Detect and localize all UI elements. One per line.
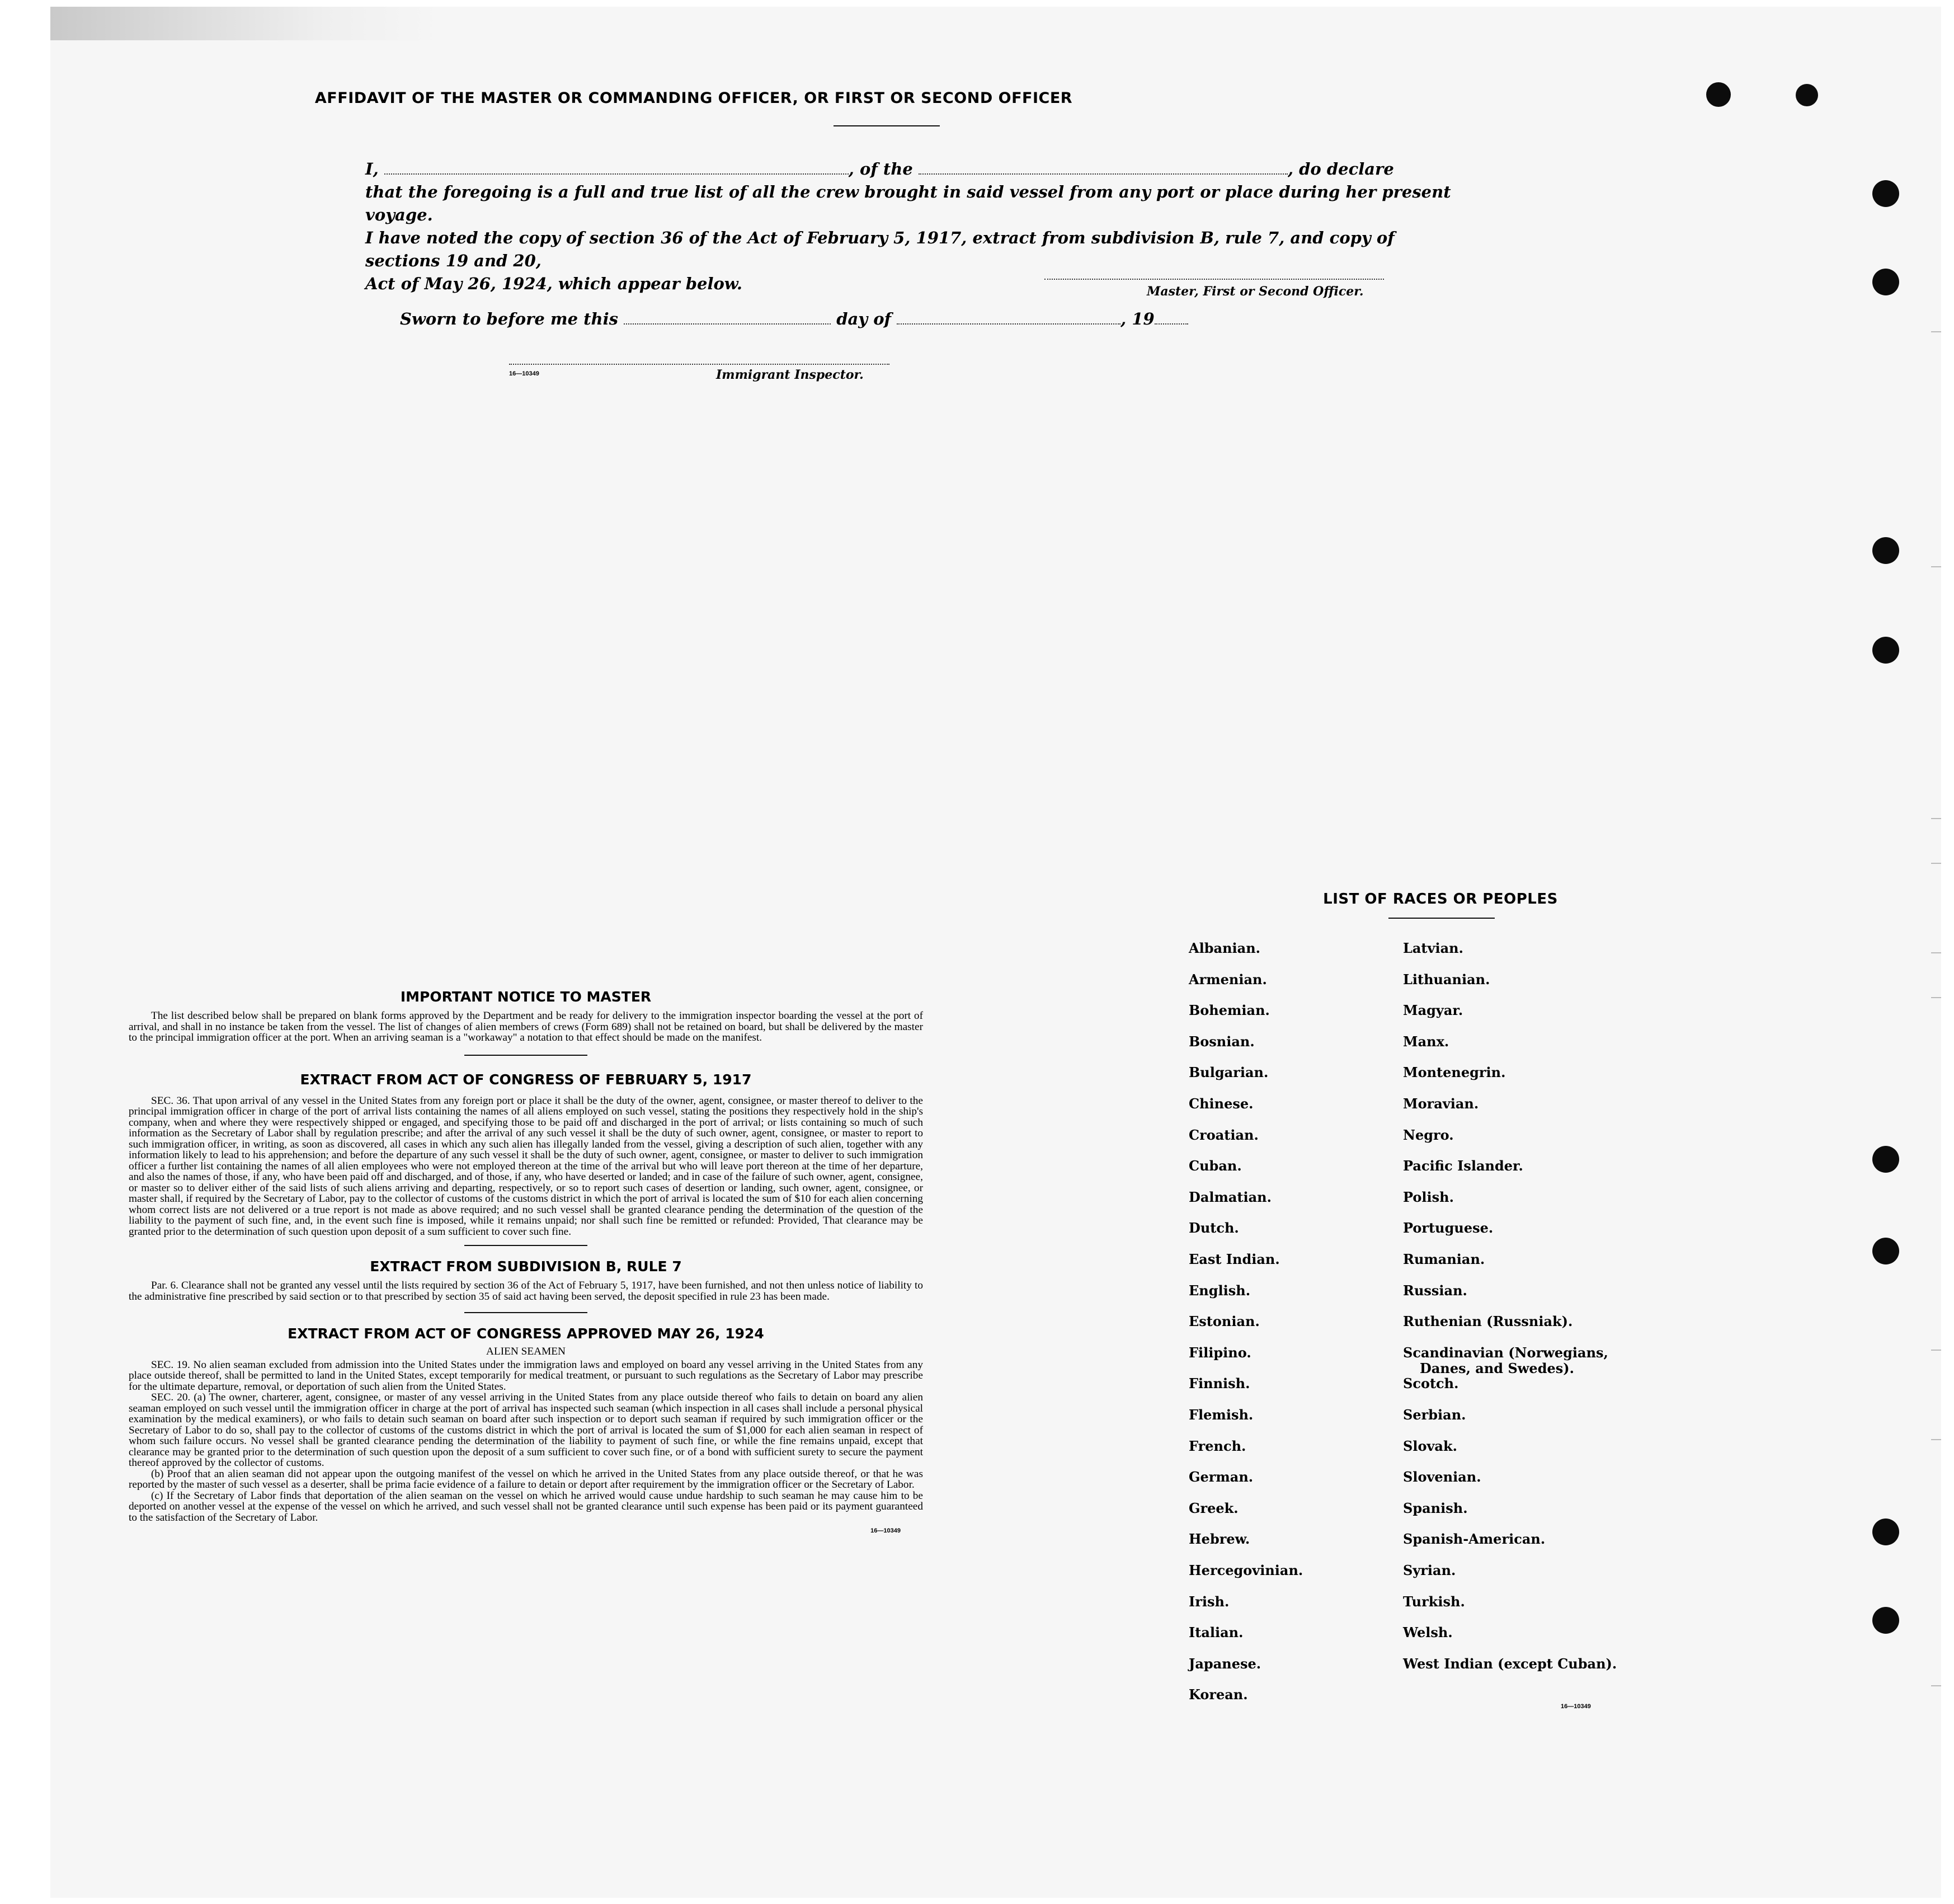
race-item: Korean. — [1189, 1686, 1248, 1703]
day-of-label: day of — [836, 309, 892, 328]
punch-hole — [1872, 1146, 1899, 1173]
year-label: , 19 — [1120, 309, 1155, 328]
sec19-body: SEC. 19. No alien seaman excluded from admission into the United States under the immigration laws and employed on board any vessel arriving in the United States from any place outside thereof, shall be permitted to land in the United States, except temporarily for medical treatment, or pursuant to such regulations as the Secretary of Labor may prescribe for the ultimate departure, removal, or deportation of such alien from the United States. — [129, 1358, 923, 1393]
affidavit-line-1 — [365, 158, 1473, 181]
of-the-label: , of the — [848, 159, 913, 178]
race-item: Japanese. — [1189, 1655, 1261, 1672]
document-page — [50, 7, 1941, 1898]
race-item: Slovenian. — [1403, 1469, 1481, 1485]
edge-mark — [1931, 331, 1941, 332]
race-item: Lithuanian. — [1403, 971, 1490, 988]
punch-hole — [1872, 269, 1899, 295]
edge-mark — [1931, 1350, 1941, 1351]
race-item: Hercegovinian. — [1189, 1562, 1303, 1578]
race-item: Scandinavian (Norwegians, — [1403, 1344, 1608, 1361]
race-item: Filipino. — [1189, 1344, 1251, 1361]
punch-hole — [1872, 637, 1899, 664]
race-item: Montenegrin. — [1403, 1064, 1506, 1081]
race-item: Armenian. — [1189, 971, 1267, 988]
edge-mark — [1931, 818, 1941, 819]
sworn-year-blank[interactable] — [1155, 323, 1188, 325]
punch-hole — [1796, 84, 1818, 106]
edge-mark — [1931, 952, 1941, 953]
race-item: Rumanian. — [1403, 1251, 1485, 1267]
sworn-line — [400, 308, 1239, 331]
race-item: Portuguese. — [1403, 1220, 1494, 1237]
sworn-label: Sworn to before me this — [400, 309, 618, 328]
race-item: Danes, and Swedes). — [1420, 1360, 1574, 1376]
race-item: Manx. — [1403, 1033, 1449, 1050]
notice-divider — [464, 1055, 587, 1056]
race-item: Ruthenian (Russniak). — [1403, 1313, 1573, 1330]
race-item: Bohemian. — [1189, 1002, 1270, 1019]
race-item: Russian. — [1403, 1282, 1467, 1299]
rule7-divider — [464, 1312, 587, 1313]
races-form-code: 16—10349 — [1561, 1703, 1591, 1710]
edge-mark — [1931, 863, 1941, 864]
race-item: Croatian. — [1189, 1126, 1259, 1143]
race-item: Finnish. — [1189, 1375, 1250, 1392]
race-item: Syrian. — [1403, 1562, 1456, 1578]
race-item: Latvian. — [1403, 940, 1463, 956]
affidavit-title: AFFIDAVIT OF THE MASTER OR COMMANDING OFFICER, OR FIRST OR SECOND OFFICER — [314, 90, 1073, 107]
punch-hole — [1872, 1238, 1899, 1264]
alien-seamen-subtitle: ALIEN SEAMEN — [486, 1346, 566, 1357]
vessel-blank[interactable] — [919, 173, 1288, 175]
race-item: Turkish. — [1403, 1593, 1465, 1610]
race-item: Moravian. — [1403, 1096, 1479, 1112]
punch-hole — [1872, 537, 1899, 564]
race-item: Magyar. — [1403, 1002, 1463, 1019]
race-item: Greek. — [1189, 1499, 1239, 1516]
scan-shading — [50, 7, 442, 40]
race-item: German. — [1189, 1469, 1254, 1485]
punch-hole — [1872, 1607, 1899, 1634]
race-item: Pacific Islander. — [1403, 1158, 1523, 1174]
extract-1917-body: SEC. 36. That upon arrival of any vessel in the United States from any foreign port or place it shall be the duty of the owner, agent, consignee, or master thereof to deliver to the principal immigration officer in charge of the port of arrival lists containing the names of all aliens employed on such vessel, stating the positions they respectively hold in the ship's company, when and where they were respectively shipped or engaged, and specifying those to be paid off and discharged in the port of arrival; or lists containing so much of such information as the Secretary of Labor shall by regulation prescribe; and after the arrival of any such vessel it shall be the duty of such owner, agent, consignee, or master to report to such immigration officer, in writing, as soon as discovered, all cases in which any such alien has illegally landed from the vessel, giving a description of such alien, together with any information likely to lead to his apprehension; and before the departure of any such vessel it shall be the duty of such owner, agent, consignee, or master to deliver to such immigration officer a further list containing the names of all alien employees who were not employed thereon at the time of the arrival but who will leave port thereon at the time of her departure, and also the names of those, if any, who have been paid off and discharged, and of those, if any, who have deserted or landed; and in case of the failure of such owner, agent, consignee, or master so to deliver either of the said lists of such aliens arriving and departing, respectively, or so to report such cases of desertion or landing, such owner, agent, consignee, or master shall, if required by the Secretary of Labor, pay to the collector of customs of the customs district in which the port of arrival is located the sum of $10 for each alien concerning whom correct lists are not delivered or a true report is not made as above required; and no such vessel shall be granted clearance pending the determination of the question of the liability to the payment of such fine, and, in the event such fine is imposed, while it remains unpaid; nor shall such fine be remitted or refunded: Provided, That clearance may be granted prior to the determination of such question upon deposit of a sum sufficient to cover such fine. — [129, 1094, 923, 1238]
rule7-body: Par. 6. Clearance shall not be granted any vessel until the lists required by section 36 of the Act of February 5, 1917, have been furnished, and not then unless notice of liability to the administrative fine prescribed by said section or to that prescribed by section 35 of said act having been served, the deposit specified in rule 23 has been made. — [129, 1280, 923, 1303]
inspector-signature-line[interactable] — [509, 364, 889, 365]
race-item: Albanian. — [1189, 940, 1260, 956]
race-item: Irish. — [1189, 1593, 1230, 1610]
extract-1917-divider — [464, 1245, 587, 1246]
affidavit-i-label: I, — [365, 159, 379, 178]
race-item: Slovak. — [1403, 1437, 1457, 1454]
edge-mark — [1931, 566, 1941, 567]
affidavit-line-3: I have noted the copy of section 36 of the Act of February 5, 1917, extract from subdivision B, rule 7, and copy of sections 19 and 20, — [365, 228, 1395, 270]
race-item: Hebrew. — [1189, 1531, 1250, 1548]
extract-1924-title: EXTRACT FROM ACT OF CONGRESS APPROVED MAY 26, 1924 — [288, 1325, 764, 1342]
sec20c-body: (c) If the Secretary of Labor finds that deportation of the alien seaman on the vessel on which he arrived would cause undue hardship to such seaman he may cause him to be deported on another vessel at the expense of the vessel on which he arrived, and such vessel shall not be granted clearance until such expense has been paid or its payment guaranteed to the satisfaction of the Secretary of Labor. — [129, 1489, 923, 1524]
race-item: East Indian. — [1189, 1251, 1280, 1267]
race-item: Spanish. — [1403, 1499, 1468, 1516]
race-item: West Indian (except Cuban). — [1403, 1655, 1617, 1672]
affidavit-line-2: that the foregoing is a full and true list of all the crew brought in said vessel from any port or place during her present voyage. — [365, 182, 1451, 224]
race-item: Flemish. — [1189, 1407, 1254, 1423]
race-item: Chinese. — [1189, 1096, 1254, 1112]
races-divider — [1388, 918, 1495, 919]
extract-1917-title: EXTRACT FROM ACT OF CONGRESS OF FEBRUARY 5, 1917 — [300, 1071, 752, 1088]
punch-hole — [1872, 1519, 1899, 1545]
race-item: Dutch. — [1189, 1220, 1239, 1237]
race-item: Serbian. — [1403, 1407, 1466, 1423]
race-item: Italian. — [1189, 1624, 1244, 1641]
affidavit-line-4: Act of May 26, 1924, which appear below. — [365, 274, 742, 293]
race-item: Estonian. — [1189, 1313, 1260, 1330]
punch-hole — [1872, 180, 1899, 207]
rule7-title: EXTRACT FROM SUBDIVISION B, RULE 7 — [370, 1258, 682, 1275]
declare-label: , do declare — [1287, 159, 1394, 178]
race-item: Spanish-American. — [1403, 1531, 1546, 1548]
race-item: Bosnian. — [1189, 1033, 1255, 1050]
sec20b-body: (b) Proof that an alien seaman did not appear upon the outgoing manifest of the vessel on which he arrived in the United States from any place outside thereof, or that he was reported by the master of such vessel as a deserter, shall be prima facie evidence of a failure to detain or deport after requirement by the immigration officer or the Secretary of Labor. — [129, 1468, 923, 1491]
race-item: French. — [1189, 1437, 1246, 1454]
race-item: Negro. — [1403, 1126, 1454, 1143]
race-item: English. — [1189, 1282, 1251, 1299]
affidavit-statement — [365, 158, 1473, 295]
sworn-month-blank[interactable] — [897, 323, 1120, 325]
affidavit-form-code: 16—10349 — [509, 370, 539, 377]
race-item: Scotch. — [1403, 1375, 1459, 1392]
name-blank[interactable] — [384, 173, 849, 175]
legal-column — [129, 989, 923, 1534]
master-signature-label: Master, First or Second Officer. — [1147, 284, 1364, 299]
notice-title: IMPORTANT NOTICE TO MASTER — [400, 989, 652, 1005]
sworn-day-blank[interactable] — [624, 323, 831, 325]
sec20a-body: SEC. 20. (a) The owner, charterer, agent, consignee, or master of any vessel arriving in the United States from any place outside thereof who fails to detain on board any alien seaman employed on such vessel until the immigration officer in charge at the port of arrival has inspected such seaman (which inspection in all cases shall include a personal physical examination by the medical examiners), or who fails to detain such seaman on board after such inspection or to deport such seaman if required by such immigration officer or the Secretary of Labor to do so, shall pay to the collector of customs of the customs district in which the port of arrival is located the sum of $1,000 for each alien seaman in respect of whom such failure occurs. No vessel shall be granted clearance pending the determination of the liability to payment of such fine, or while the fine remains unpaid, except that clearance may be granted prior to the determination of such question upon the deposit of a sum sufficient to cover such fine, or of a bond with sufficient surety to secure the payment thereof approved by the collector of customs. — [129, 1391, 923, 1469]
extract-form-code: 16—10349 — [870, 1527, 901, 1534]
race-item: Cuban. — [1189, 1158, 1242, 1174]
master-signature-line[interactable] — [1044, 279, 1384, 280]
edge-mark — [1931, 1439, 1941, 1440]
race-item: Polish. — [1403, 1188, 1454, 1205]
edge-mark — [1931, 997, 1941, 998]
edge-mark — [1931, 1685, 1941, 1686]
inspector-label: Immigrant Inspector. — [716, 368, 864, 382]
notice-body: The list described below shall be prepared on blank forms approved by the Department and be ready for delivery to the immigration inspector boarding the vessel at the port of arrival, and shall in no instance be taken from the vessel. The list of changes of alien members of crews (Form 689) shall not be retained on board, but shall be delivered by the master to the principal immigration officer at the port. When an arriving seaman is a "workaway" a notation to that effect should be made on the manifest. — [129, 1010, 923, 1043]
races-title: LIST OF RACES OR PEOPLES — [1323, 891, 1558, 908]
race-item: Dalmatian. — [1189, 1188, 1272, 1205]
race-item: Bulgarian. — [1189, 1064, 1269, 1081]
title-divider — [834, 125, 940, 126]
race-item: Welsh. — [1403, 1624, 1453, 1641]
punch-hole — [1706, 82, 1731, 107]
